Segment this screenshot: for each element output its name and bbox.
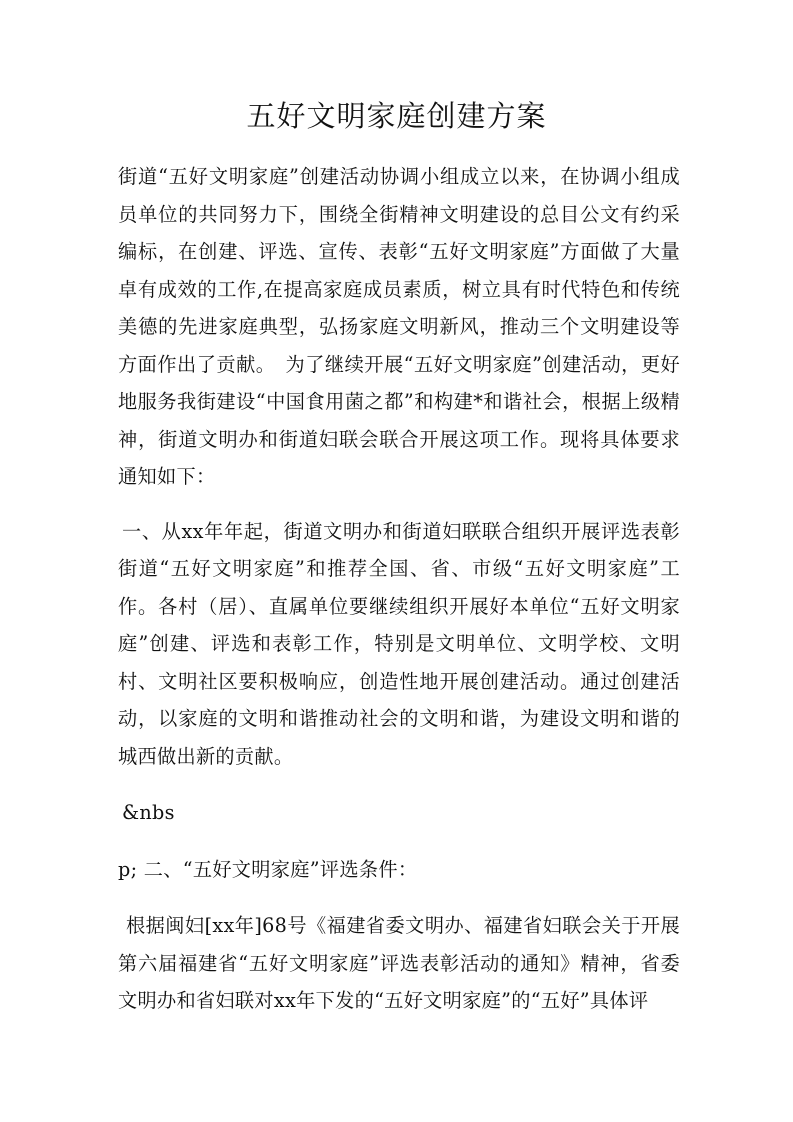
document-title: 五好文明家庭创建方案 bbox=[246, 99, 547, 133]
paragraph-fragment-nbs: &nbs bbox=[122, 801, 175, 824]
document-body bbox=[118, 158, 680, 1020]
paragraph-section-one: 一、从xx年年起，街道文明办和街道妇联联合组织开展评选表彰街道“五好文明家庭”和推荐全国、省、市级“五好文明家庭”工作。各村（居）、直属单位要继续组织开展好本单位“五好文明家庭”创建、评选和表彰工作，特别是文明单位、文明学校、文明村、文明社区要积极响应，创造性地开展创建活动。通过创建活动，以家庭的文明和谐推动社会的文明和谐，为建设文明和谐的城西做出新的贡献。 bbox=[118, 519, 680, 768]
paragraph-section-two-body: 根据闽妇[xx年]68号《福建省委文明办、福建省妇联会关于开展第六届福建省“五好文明家庭”评选表彰活动的通知》精神，省委文明办和省妇联对xx年下发的“五好文明家庭”的“五好”具体评 bbox=[118, 914, 680, 1012]
paragraph-intro: 街道“五好文明家庭”创建活动协调小组成立以来，在协调小组成员单位的共同努力下，围绕全街精神文明建设的总目公文有约采编标，在创建、评选、宣传、表彰“五好文明家庭”方面做了大量卓有成效的工作,在提高家庭成员素质，树立具有时代特色和传统美德的先进家庭典型，弘扬家庭文明新风，推动三个文明建设等方面作出了贡献。 为了继续开展“五好文明家庭”创建活动，更好地服务我街建设“中国食用菌之都”和构建*和谐社会，根据上级精神，街道文明办和街道妇联会联合开展这项工作。现将具体要求通知如下： bbox=[118, 165, 680, 488]
paragraph-section-two-heading: p; 二、“五好文明家庭”评选条件： bbox=[118, 857, 418, 881]
